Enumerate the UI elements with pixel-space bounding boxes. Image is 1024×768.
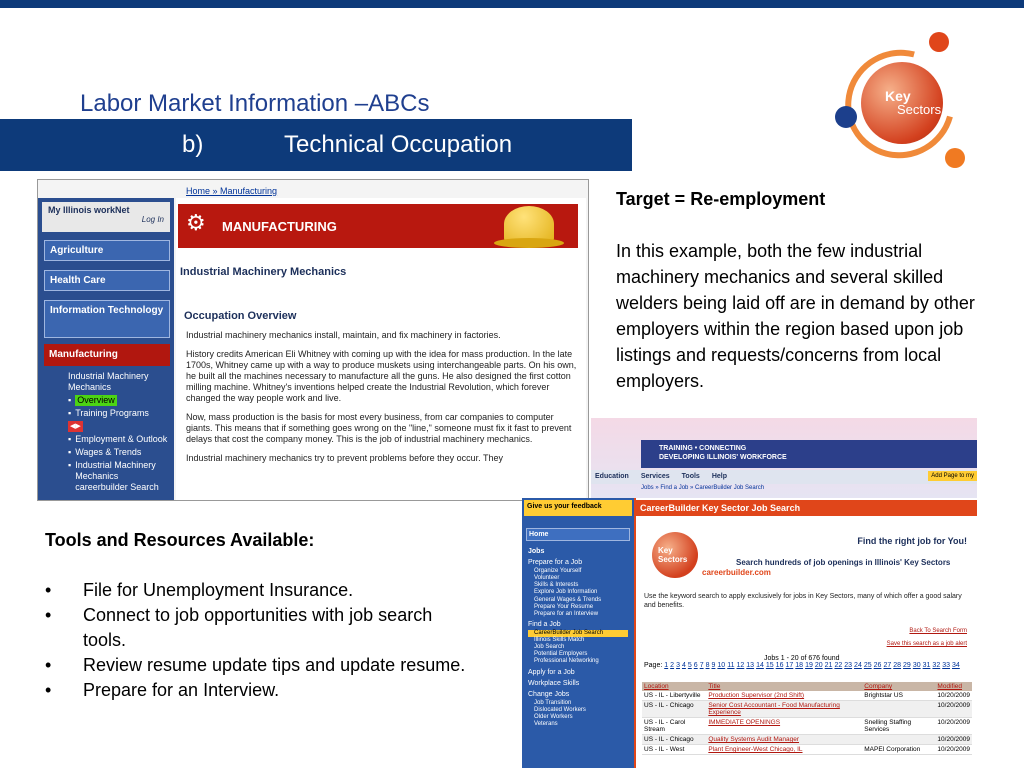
col-title[interactable]: Title [706,682,862,691]
page-link[interactable]: 18 [795,662,804,669]
workplace-link[interactable]: Workplace Skills [528,680,580,688]
submenu-title[interactable]: Industrial Machinery Mechanics [68,371,149,392]
page-link[interactable]: 26 [873,662,882,669]
jobs-menu: Jobs Prepare for a Job Organize Yourself Volunteer Skills & Interests Explore Job Information General Wages & Trends Prepare Your Resume Prepare for an Interview Find a Job CareerBuilder Job Search Illinois Skills Match Job Search Potential Employers Professional Networking Apply for a Job Workplace Skills Change Jobs Job Transition Dislocated Workers Older Workers Veterans [526,544,630,731]
gear-icon: ⚙ [186,210,206,235]
worknet-header-screenshot [591,418,977,498]
col-location[interactable]: Location [642,682,706,691]
subtitle-text: Technical Occupation [284,131,513,158]
result-count: Jobs 1 - 20 of 676 found [764,655,840,662]
col-company[interactable]: Company [862,682,935,691]
manufacturing-banner: ⚙ MANUFACTURING [178,204,578,248]
submenu-wages[interactable]: Wages & Trends [75,447,142,457]
manufacturing-submenu: Industrial Machinery Mechanics ▪ Overview ▪ Training Programs ◀▶ ▪ Employment & Outlook ▪ Wages & Trends ▪ Industrial Machinery Mechanics careerbuilder Search [68,371,172,493]
nav-agriculture[interactable]: Agriculture [44,240,170,261]
list-item: • File for Unemployment Insurance. [45,578,475,603]
page-link[interactable]: 27 [883,662,892,669]
panel-header: CareerBuilder Key Sector Job Search [636,500,977,516]
add-page-button[interactable]: Add Page to my [928,471,977,481]
search-tagline: Search hundreds of job openings in Illinois' Key Sectors [736,558,951,567]
menu-tools[interactable]: Tools [681,473,700,480]
page-link[interactable]: 4 [681,662,686,669]
careerbuilder-logo: careerbuilder.com [702,568,771,577]
menu-services[interactable]: Services [640,473,670,480]
target-block [616,186,996,394]
main-content [176,198,586,501]
search-description: Use the keyword search to apply exclusively for jobs in Key Sectors, many of which offer a good salary and benefits. [644,593,962,609]
page-link[interactable]: 23 [844,662,853,669]
page-link[interactable]: 29 [903,662,911,669]
page-link[interactable]: 34 [952,662,960,669]
my-illinois-worknet: My Illinois workNet Log In [42,202,170,232]
menu-help[interactable]: Help [711,473,727,480]
page-link[interactable]: 3 [676,662,680,669]
submenu-careerbuilder[interactable]: Industrial Machinery Mechanics careerbuilder Search [75,460,159,492]
breadcrumb[interactable]: Jobs » Find a Job » CareerBuilder Job Search [641,485,765,491]
careerbuilder-screenshot [522,498,977,768]
target-body: In this example, both the few industrial machinery mechanics and several skilled welders being laid off are in demand by other employers within the region based upon job listings and requests/concerns from local employers. [616,241,975,391]
submenu-training[interactable]: Training Programs [75,408,149,418]
find-right-job: Find the right job for You! [857,536,967,546]
results-table [642,682,972,755]
page-link[interactable]: 32 [932,662,941,669]
page-link[interactable]: 9 [711,662,716,669]
overview-heading: Occupation Overview [184,310,297,322]
menu-education[interactable]: Education [595,473,629,480]
table-row: US - IL - Chicago Senior Cost Accountant - Food Manufacturing Experience 10/20/2009 [642,701,972,718]
page-link[interactable]: 8 [705,662,710,669]
subtitle-bar [0,119,632,171]
col-modified[interactable]: Modified [935,682,972,691]
nav-home[interactable]: Home [526,528,630,541]
page-link[interactable]: 11 [727,662,735,669]
page-link[interactable]: 1 [664,662,669,669]
page-link[interactable]: 6 [693,662,698,669]
nav-information-technology[interactable]: Information Technology [44,300,170,338]
change-jobs-link[interactable]: Change Jobs [528,691,570,699]
page-link[interactable]: 14 [756,662,764,669]
table-row: US - IL - West Plant Engineer-West Chicago, IL MAPEI Corporation 10/20/2009 [642,745,972,755]
page-link[interactable]: 16 [775,662,784,669]
page-link[interactable]: 17 [785,662,794,669]
page-link[interactable]: 19 [805,662,813,669]
page-link[interactable]: 33 [942,662,951,669]
table-row: US - IL - Carol Stream IMMEDIATE OPENINGS Snelling Staffing Services 10/20/2009 [642,718,972,735]
table-row: US - IL - Libertyville Production Supervisor (2nd Shift) Brightstar US 10/20/2009 [642,691,972,701]
page-link[interactable]: 5 [687,662,692,669]
page-link[interactable]: 7 [699,662,704,669]
submenu-overview[interactable]: Overview [77,395,115,405]
worknet-banner: TRAINING • CONNECTING DEVELOPING ILLINOIS' WORKFORCE [641,440,977,468]
logo-line1: Key [885,88,911,104]
occupation-heading: Industrial Machinery Mechanics [180,266,347,278]
logo-line2: Sectors [897,102,942,117]
key-sectors-logo [833,30,983,170]
login-link[interactable]: Log In [141,215,164,224]
page-link[interactable]: 12 [736,662,745,669]
page-link[interactable]: 2 [670,662,675,669]
page-link[interactable]: 24 [854,662,862,669]
top-menu [591,470,977,484]
page-link[interactable]: 25 [863,662,872,669]
target-heading: Target = Re-employment [616,189,826,209]
key-sectors-logo: Key Sectors [652,532,698,578]
back-to-search-link[interactable]: Back To Search Form [909,628,967,634]
table-row: US - IL - Chicago Quality Systems Audit Manager 10/20/2009 [642,735,972,745]
page-link[interactable]: 13 [746,662,755,669]
slide-title: Labor Market Information –ABCs [80,90,430,117]
tools-heading: Tools and Resources Available: [45,530,315,550]
hard-hat-icon [494,200,564,256]
nav-health-care[interactable]: Health Care [44,270,170,291]
list-item: • Review resume update tips and update resume. [45,653,475,678]
feedback-button[interactable]: Give us your feedback [524,500,632,516]
nav-manufacturing[interactable]: Manufacturing [44,344,170,366]
page-link[interactable]: 15 [765,662,774,669]
page-link[interactable]: 28 [893,662,902,669]
tools-list [45,578,475,703]
list-item: • Connect to job opportunities with job search tools. [45,603,475,653]
crumb-manufacturing[interactable]: Manufacturing [220,186,278,196]
overview-body: Industrial machinery mechanics install, maintain, and fix machinery in factories. History credits American Eli Whitney with coming up with the idea for mass production. In the late 1700s, Whitney came up with a way to produce muskets using interchangeable parts. On his own, he built all the machines necessary to manufacture all the guns. He also designed the first cotton milling machine. Whitney's inventions helped create the Industrial Revolution, which forever changed the way people work and live. Now, mass production is the basis for most every business, from car companies to computer giants. This means that if something goes wrong on the "line," someone must fix it fast to prevent delays that cost the company money. This is the job of industrial machinery mechanics. Industrial machinery mechanics try to prevent problems before they occur. They [186,330,577,463]
list-item: • Prepare for an Interview. [45,678,475,703]
careerbuilder-link[interactable]: CareerBuilder Job Search [528,630,628,637]
breadcrumb: Home » Manufacturing [186,186,278,196]
page-link[interactable]: 10 [717,662,726,669]
search-panel [634,498,977,768]
pagination: Page: 1 2 3 4 5 6 7 8 9 10 11 12 13 14 15 16 17 18 19 20 21 22 23 24 25 26 27 28 29 30 31 32 33 34 [644,662,960,669]
sidebar [38,198,174,501]
crumb-home[interactable]: Home [186,186,211,196]
sidebar [522,498,634,768]
manufacturing-screenshot [37,179,589,501]
top-bar [0,0,1024,8]
subtitle-letter: b) [182,131,204,158]
page-link[interactable]: 21 [824,662,833,669]
page-link[interactable]: 22 [834,662,843,669]
page-link[interactable]: 30 [912,662,921,669]
tools-block [45,528,475,703]
save-alert-link[interactable]: Save this search as a job alert [886,641,967,647]
prepare-link[interactable]: Prepare for a Job [528,559,583,567]
apply-link[interactable]: Apply for a Job [528,668,575,676]
submenu-employment[interactable]: Employment & Outlook [75,434,168,444]
page-link[interactable]: 31 [922,662,931,669]
page-link[interactable]: 20 [814,662,823,669]
find-link[interactable]: Find a Job [528,621,561,629]
arrow-icons: ◀▶ [70,423,81,430]
